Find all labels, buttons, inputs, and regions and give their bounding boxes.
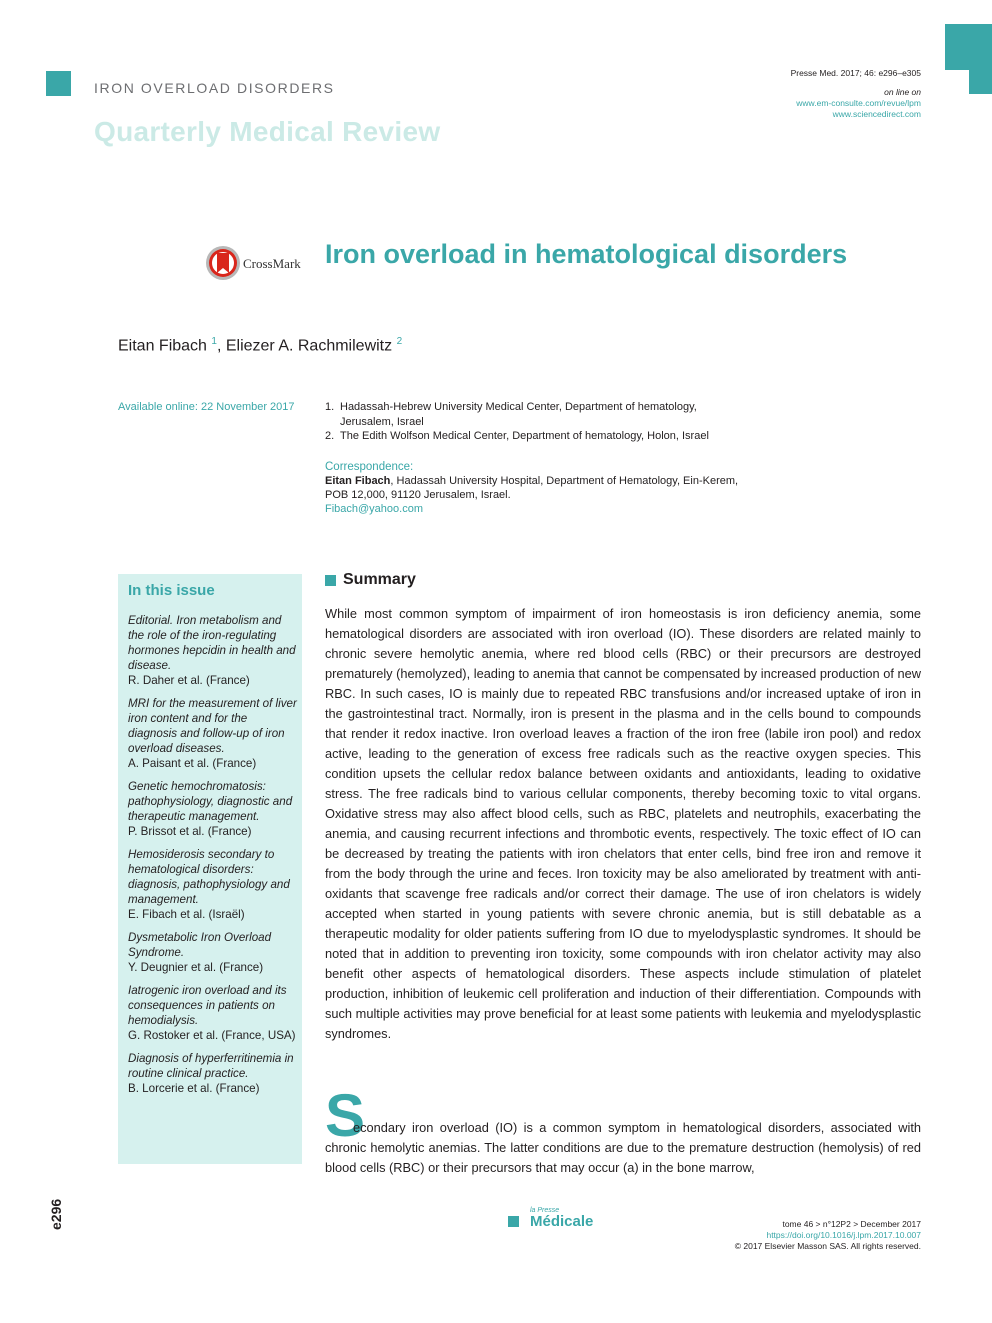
url-sciencedirect[interactable]: www.sciencedirect.com bbox=[832, 109, 921, 119]
issue-authors: B. Lorcerie et al. (France) bbox=[128, 1082, 260, 1095]
author-1: Eitan Fibach bbox=[118, 337, 207, 355]
affiliation-text: Hadassah-Hebrew University Medical Center, Department of hematology, Jerusalem, Israel bbox=[340, 401, 697, 428]
article-title: Iron overload in hematological disorders bbox=[325, 239, 848, 269]
publisher-logo-square bbox=[508, 1216, 519, 1227]
section-label: IRON OVERLOAD DISORDERS bbox=[94, 80, 335, 96]
intro-paragraph: econdary iron overload (IO) is a common symptom in hematological disorders, associated with chronic hemolytic anemias. The latter conditions are due to the premature destruction (hemolysis) of red blood cells (RBC) or their precursors that may occur (a) in the bone marrow, bbox=[325, 1120, 921, 1175]
issue-title: Diagnosis of hyperferritinemia in routine clinical practice. bbox=[128, 1052, 294, 1080]
summary-marker bbox=[325, 575, 336, 586]
issue-title: Genetic hemochromatosis: pathophysiology, diagnostic and therapeutic management. bbox=[128, 780, 293, 823]
footer-info bbox=[735, 1219, 921, 1252]
issue-title: Iatrogenic iron overload and its consequences in patients on hemodialysis. bbox=[128, 984, 287, 1027]
page-number-label: e296 bbox=[48, 1198, 64, 1230]
doi-link[interactable]: https://doi.org/10.1016/j.lpm.2017.10.007 bbox=[766, 1230, 921, 1240]
summary-text: While most common symptom of impairment of iron homeostasis is iron deficiency anemia, some hematological disorders are associated with iron overload (IO). These disorders are related mainly to chronic severe hemolytic anemia, where red blood cells (RBC) or their precursors are destroyed prematurely (hemolyzed), leading to anemia that cannot be compensated by increased production of new RBC. In such cases, IO is mainly due to repeated RBC transfusions and/or increased uptake of iron in the gastrointestinal tract. Normally, iron is present in the plasma and in the cells bound to compounds that render it redox inactive. Iron overload leaves a fraction of the iron free (labile iron pool) and redox active, leading to the generation of excess free radicals such as the reactive oxygen species. This condition upsets the cellular redox balance between oxidants and antioxidants, leading to oxidative stress. The free radicals bind to various cellular components, thereby becoming toxic to vital organs. Oxidative stress may also affect blood cells, such as RBC, platelets and neutrophils, exacerbating the anemia, and causing recurrent infections and thrombotic events, respectively. The toxic effect of IO can be decreased by treating the patients with iron chelators that enter cells, bind free iron and remove it from the body through the urine and feces. Iron toxicity may be also ameliorated by treatment with anti-oxidants that scavenge free radicals and/or correct their damage. The use of iron chelators is widely accepted when started in young patients with severe chronic anemia, but is still debatable as a therapeutic modality for older patients suffering from IO due to myelodysplastic syndromes. It should be noted that in addition to preventing iron toxicity, some compounds with iron chelator activity may also benefit other aspects of hematological disorders. These aspects include stimulation of platelet production, inhibition of leukemic cell proliferation and induction of their differentiation. Compounds with such multiple activities may prove beneficial for at least some patients with leukemia and myelodysplastic syndromes. bbox=[325, 606, 921, 1041]
author-1-affil: 1 bbox=[211, 336, 217, 347]
issue-authors: R. Daher et al. (France) bbox=[128, 674, 250, 687]
affiliation-number: 2. bbox=[325, 430, 335, 442]
affiliation-text: The Edith Wolfson Medical Center, Department of hematology, Holon, Israel bbox=[340, 430, 709, 442]
issue-authors: A. Paisant et al. (France) bbox=[128, 757, 257, 770]
page-number bbox=[45, 1193, 75, 1243]
issue-item[interactable] bbox=[128, 847, 298, 922]
corner-square bbox=[46, 71, 71, 96]
issue-authors: Y. Deugnier et al. (France) bbox=[128, 961, 264, 974]
issue-title: Dysmetabolic Iron Overload Syndrome. bbox=[128, 931, 272, 959]
affiliation bbox=[325, 429, 725, 444]
correspondence-heading: Correspondence: bbox=[325, 461, 414, 473]
in-this-issue-title: In this issue bbox=[128, 582, 215, 599]
crossmark-label[interactable]: CrossMark bbox=[243, 256, 301, 271]
issue-authors: E. Fibach et al. (Israël) bbox=[128, 908, 245, 921]
copyright: © 2017 Elsevier Masson SAS. All rights reserved. bbox=[734, 1241, 921, 1251]
correspondence-address: , Hadassah University Hospital, Department of Hematology, Ein-Kerem, bbox=[390, 475, 739, 487]
journal-series: Quarterly Medical Review bbox=[94, 116, 441, 147]
issue-item[interactable] bbox=[128, 1051, 298, 1096]
issue-item[interactable] bbox=[128, 696, 298, 771]
online-label: on line on bbox=[884, 87, 921, 97]
issue-info: tome 46 > n°12P2 > December 2017 bbox=[782, 1219, 921, 1229]
author-list bbox=[118, 336, 402, 355]
top-right-block-notch bbox=[945, 70, 969, 94]
issue-item[interactable] bbox=[128, 983, 298, 1043]
issue-title: MRI for the measurement of liver iron content and for the diagnosis and follow-up of iron overload diseases. bbox=[128, 697, 297, 755]
available-online: Available online: 22 November 2017 bbox=[118, 401, 295, 413]
citation-block bbox=[791, 68, 921, 120]
intro-text bbox=[325, 1118, 921, 1178]
issue-authors: G. Rostoker et al. (France, USA) bbox=[128, 1029, 296, 1042]
correspondence-name: Eitan Fibach bbox=[325, 475, 391, 487]
issue-title: Editorial. Iron metabolism and the role of the iron-regulating hormones hepcidin in health and disease. bbox=[128, 614, 296, 672]
correspondence-email[interactable]: Fibach@yahoo.com bbox=[325, 503, 423, 515]
author-separator: , bbox=[216, 337, 226, 355]
affiliation bbox=[325, 400, 710, 429]
summary-heading: Summary bbox=[343, 571, 416, 588]
drop-cap: S bbox=[325, 1082, 366, 1149]
author-2-affil: 2 bbox=[396, 336, 403, 347]
publisher-logo-small: la Presse bbox=[530, 1207, 560, 1214]
correspondence bbox=[325, 460, 738, 516]
url-emconsulte[interactable]: www.em-consulte.com/revue/lpm bbox=[796, 98, 921, 108]
affiliations bbox=[325, 400, 725, 444]
correspondence-address-2: POB 12,000, 91120 Jerusalem, Israel. bbox=[325, 489, 511, 501]
issue-list bbox=[128, 613, 298, 1104]
issue-authors: P. Brissot et al. (France) bbox=[128, 825, 252, 838]
author-2: Eliezer A. Rachmilewitz bbox=[225, 337, 393, 355]
issue-title: Hemosiderosis secondary to hematological disorders: diagnosis, pathophysiology and management. bbox=[128, 848, 290, 906]
issue-item[interactable] bbox=[128, 613, 298, 688]
affiliation-number: 1. bbox=[325, 401, 335, 413]
citation: Presse Med. 2017; 46: e296–e305 bbox=[790, 68, 921, 78]
issue-item[interactable] bbox=[128, 930, 298, 975]
issue-item[interactable] bbox=[128, 779, 298, 839]
publisher-logo: Médicale bbox=[530, 1213, 594, 1230]
